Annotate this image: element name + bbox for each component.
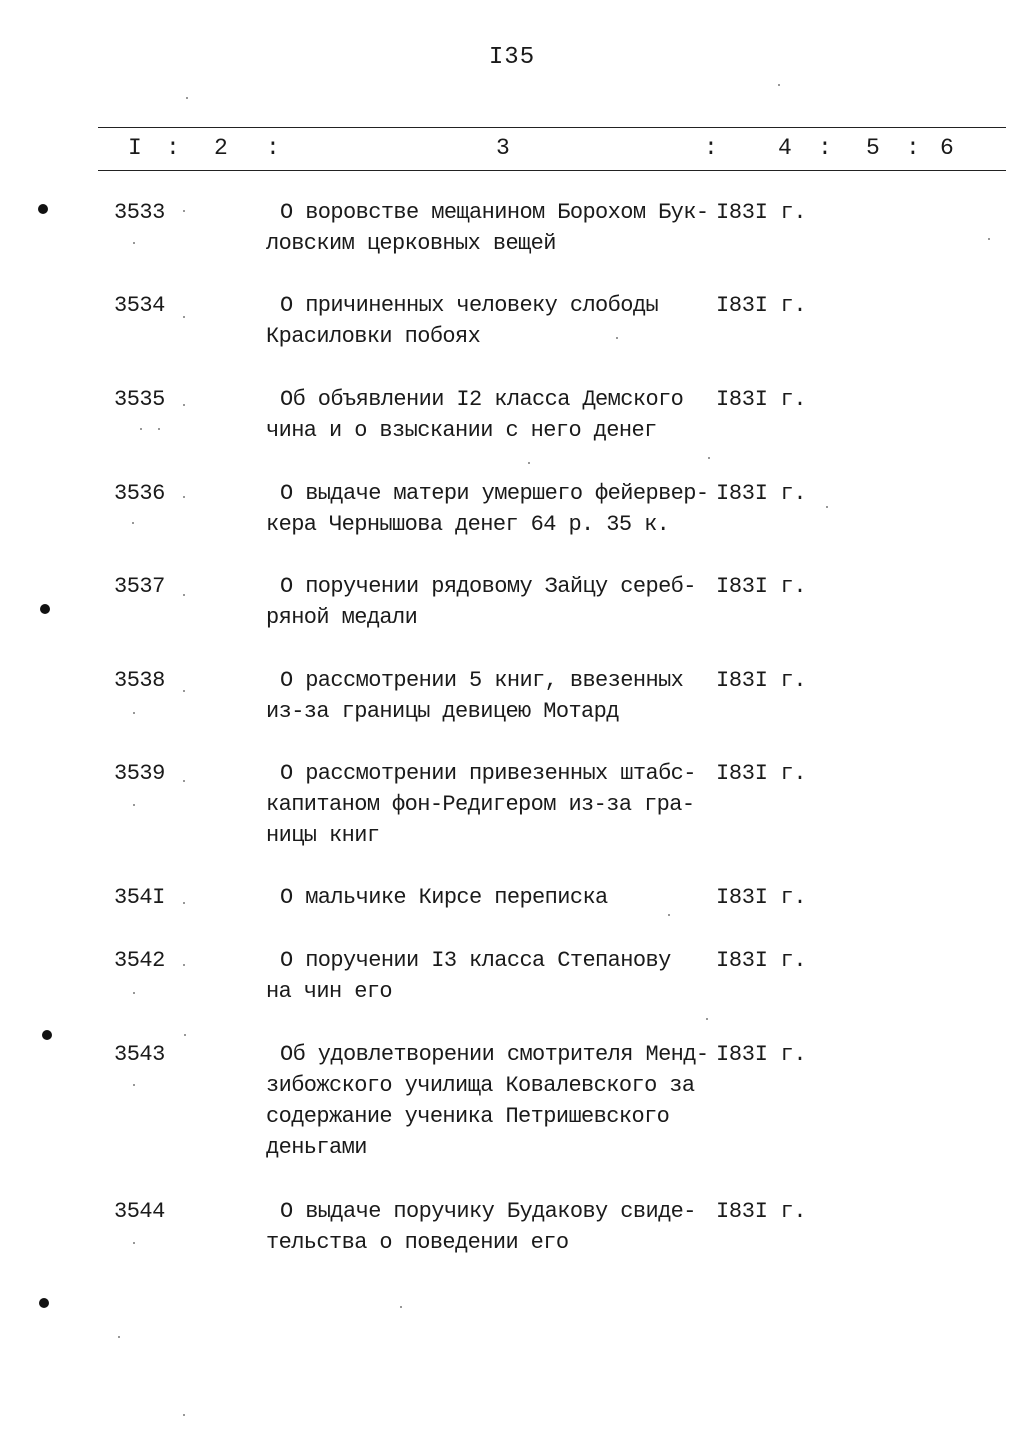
scan-speck <box>118 1336 120 1338</box>
scan-speck <box>186 97 188 99</box>
entry-year: I83I г. <box>716 387 807 412</box>
entry-number: 3533 <box>114 200 165 225</box>
column-header-1: I <box>128 135 142 161</box>
entry-title-line: О рассмотрении 5 книг, ввезенных <box>280 668 684 693</box>
entry-title <box>266 945 726 1007</box>
entry-title-line: чина и о взыскании с него денег <box>266 418 657 443</box>
entry-title-line: Об объявлении I2 класса Демского <box>280 387 684 412</box>
entry-title-line: О поручении I3 класса Степанову <box>280 948 671 973</box>
entry-title-line: капитаном фон-Редигером из-за гра- <box>266 792 695 817</box>
scan-speck <box>183 210 185 212</box>
scan-speck <box>616 337 618 339</box>
entry-number: 3544 <box>114 1199 165 1224</box>
scan-speck <box>132 522 134 524</box>
column-header-5: 5 <box>866 135 880 161</box>
entry-number: 3538 <box>114 668 165 693</box>
entry-title <box>266 1196 726 1258</box>
scan-speck <box>668 914 670 916</box>
scan-speck <box>133 992 135 994</box>
column-header-3: 3 <box>496 135 510 161</box>
punch-hole-mark <box>38 204 48 214</box>
scan-speck <box>183 316 185 318</box>
scan-speck <box>183 1414 185 1416</box>
column-header-4: 4 <box>778 135 792 161</box>
entry-number: 354I <box>114 885 165 910</box>
entry-title <box>266 290 726 352</box>
entry-title <box>266 1039 726 1163</box>
entry-title-line: ловским церковных вещей <box>266 231 556 256</box>
entry-year: I83I г. <box>716 574 807 599</box>
entry-year: I83I г. <box>716 1042 807 1067</box>
entry-title <box>266 478 726 540</box>
scan-speck <box>133 712 135 714</box>
scan-speck <box>158 428 160 430</box>
scan-speck <box>183 964 185 966</box>
column-separator: : <box>906 135 920 161</box>
entry-title-line: О поручении рядовому Зайцу сереб- <box>280 574 696 599</box>
scan-speck <box>133 242 135 244</box>
entry-number: 3536 <box>114 481 165 506</box>
entry-title-line: О выдаче поручику Будакову свиде- <box>280 1199 696 1224</box>
entry-number: 3542 <box>114 948 165 973</box>
scan-speck <box>183 902 185 904</box>
scan-speck <box>140 428 142 430</box>
entry-title-line: ницы книг <box>266 823 380 848</box>
entry-title-line: О выдаче матери умершего фейервер- <box>280 481 709 506</box>
scan-speck <box>708 457 710 459</box>
scan-speck <box>528 462 530 464</box>
entry-year: I83I г. <box>716 481 807 506</box>
page-number: I35 <box>488 44 536 71</box>
header-rule-bottom <box>98 170 1006 171</box>
punch-hole-mark <box>40 604 50 614</box>
scan-speck <box>133 1084 135 1086</box>
entry-year: I83I г. <box>716 948 807 973</box>
entry-title-line: тельства о поведении его <box>266 1230 569 1255</box>
scan-speck <box>706 1018 708 1020</box>
entry-number: 3543 <box>114 1042 165 1067</box>
column-separator: : <box>266 135 280 161</box>
scan-speck <box>778 84 780 86</box>
entry-year: I83I г. <box>716 293 807 318</box>
entry-number: 3534 <box>114 293 165 318</box>
entry-title-line: содержание ученика Петришевского <box>266 1104 670 1129</box>
entry-title-line: О рассмотрении привезенных штабс- <box>280 761 696 786</box>
entry-number: 3537 <box>114 574 165 599</box>
entry-year: I83I г. <box>716 668 807 693</box>
scan-speck <box>183 690 185 692</box>
entry-title-line: зибожского училища Ковалевского за <box>266 1073 695 1098</box>
entry-year: I83I г. <box>716 1199 807 1224</box>
entry-year: I83I г. <box>716 761 807 786</box>
entry-title-line: Об удовлетворении смотрителя Менд- <box>280 1042 709 1067</box>
scan-speck <box>826 506 828 508</box>
entry-title <box>266 665 726 727</box>
entry-title-line: ряной медали <box>266 605 418 630</box>
scan-speck <box>133 804 135 806</box>
scan-speck <box>183 404 185 406</box>
entry-title-line: О воровстве мещанином Борохом Бук- <box>280 200 709 225</box>
scan-speck <box>988 238 990 240</box>
entry-title-line: О мальчике Кирсе переписка <box>280 885 608 910</box>
entry-year: I83I г. <box>716 200 807 225</box>
column-separator: : <box>166 135 180 161</box>
entry-title <box>266 571 726 633</box>
column-header-6: 6 <box>940 135 954 161</box>
entry-title-line: на чин его <box>266 979 393 1004</box>
column-separator: : <box>818 135 832 161</box>
scan-speck <box>184 1034 186 1036</box>
entry-title-line: Красиловки побоях <box>266 324 481 349</box>
entry-title-line: кера Чернышова денег 64 р. 35 к. <box>266 512 670 537</box>
entry-title <box>266 197 726 259</box>
entry-title <box>266 758 726 851</box>
punch-hole-mark <box>42 1030 52 1040</box>
entry-number: 3539 <box>114 761 165 786</box>
scan-speck <box>400 1306 402 1308</box>
scan-speck <box>183 594 185 596</box>
scan-speck <box>183 780 185 782</box>
scan-speck <box>183 496 185 498</box>
scan-speck <box>133 1242 135 1244</box>
entry-title <box>266 882 726 913</box>
entry-title-line: О причиненных человеку слободы <box>280 293 659 318</box>
column-separator: : <box>704 135 718 161</box>
entry-title <box>266 384 726 446</box>
entry-year: I83I г. <box>716 885 807 910</box>
entry-number: 3535 <box>114 387 165 412</box>
column-header-2: 2 <box>214 135 228 161</box>
entry-title-line: деньгами <box>266 1135 367 1160</box>
punch-hole-mark <box>39 1298 49 1308</box>
header-rule-top <box>98 127 1006 128</box>
entry-title-line: из-за границы девицею Мотард <box>266 699 619 724</box>
